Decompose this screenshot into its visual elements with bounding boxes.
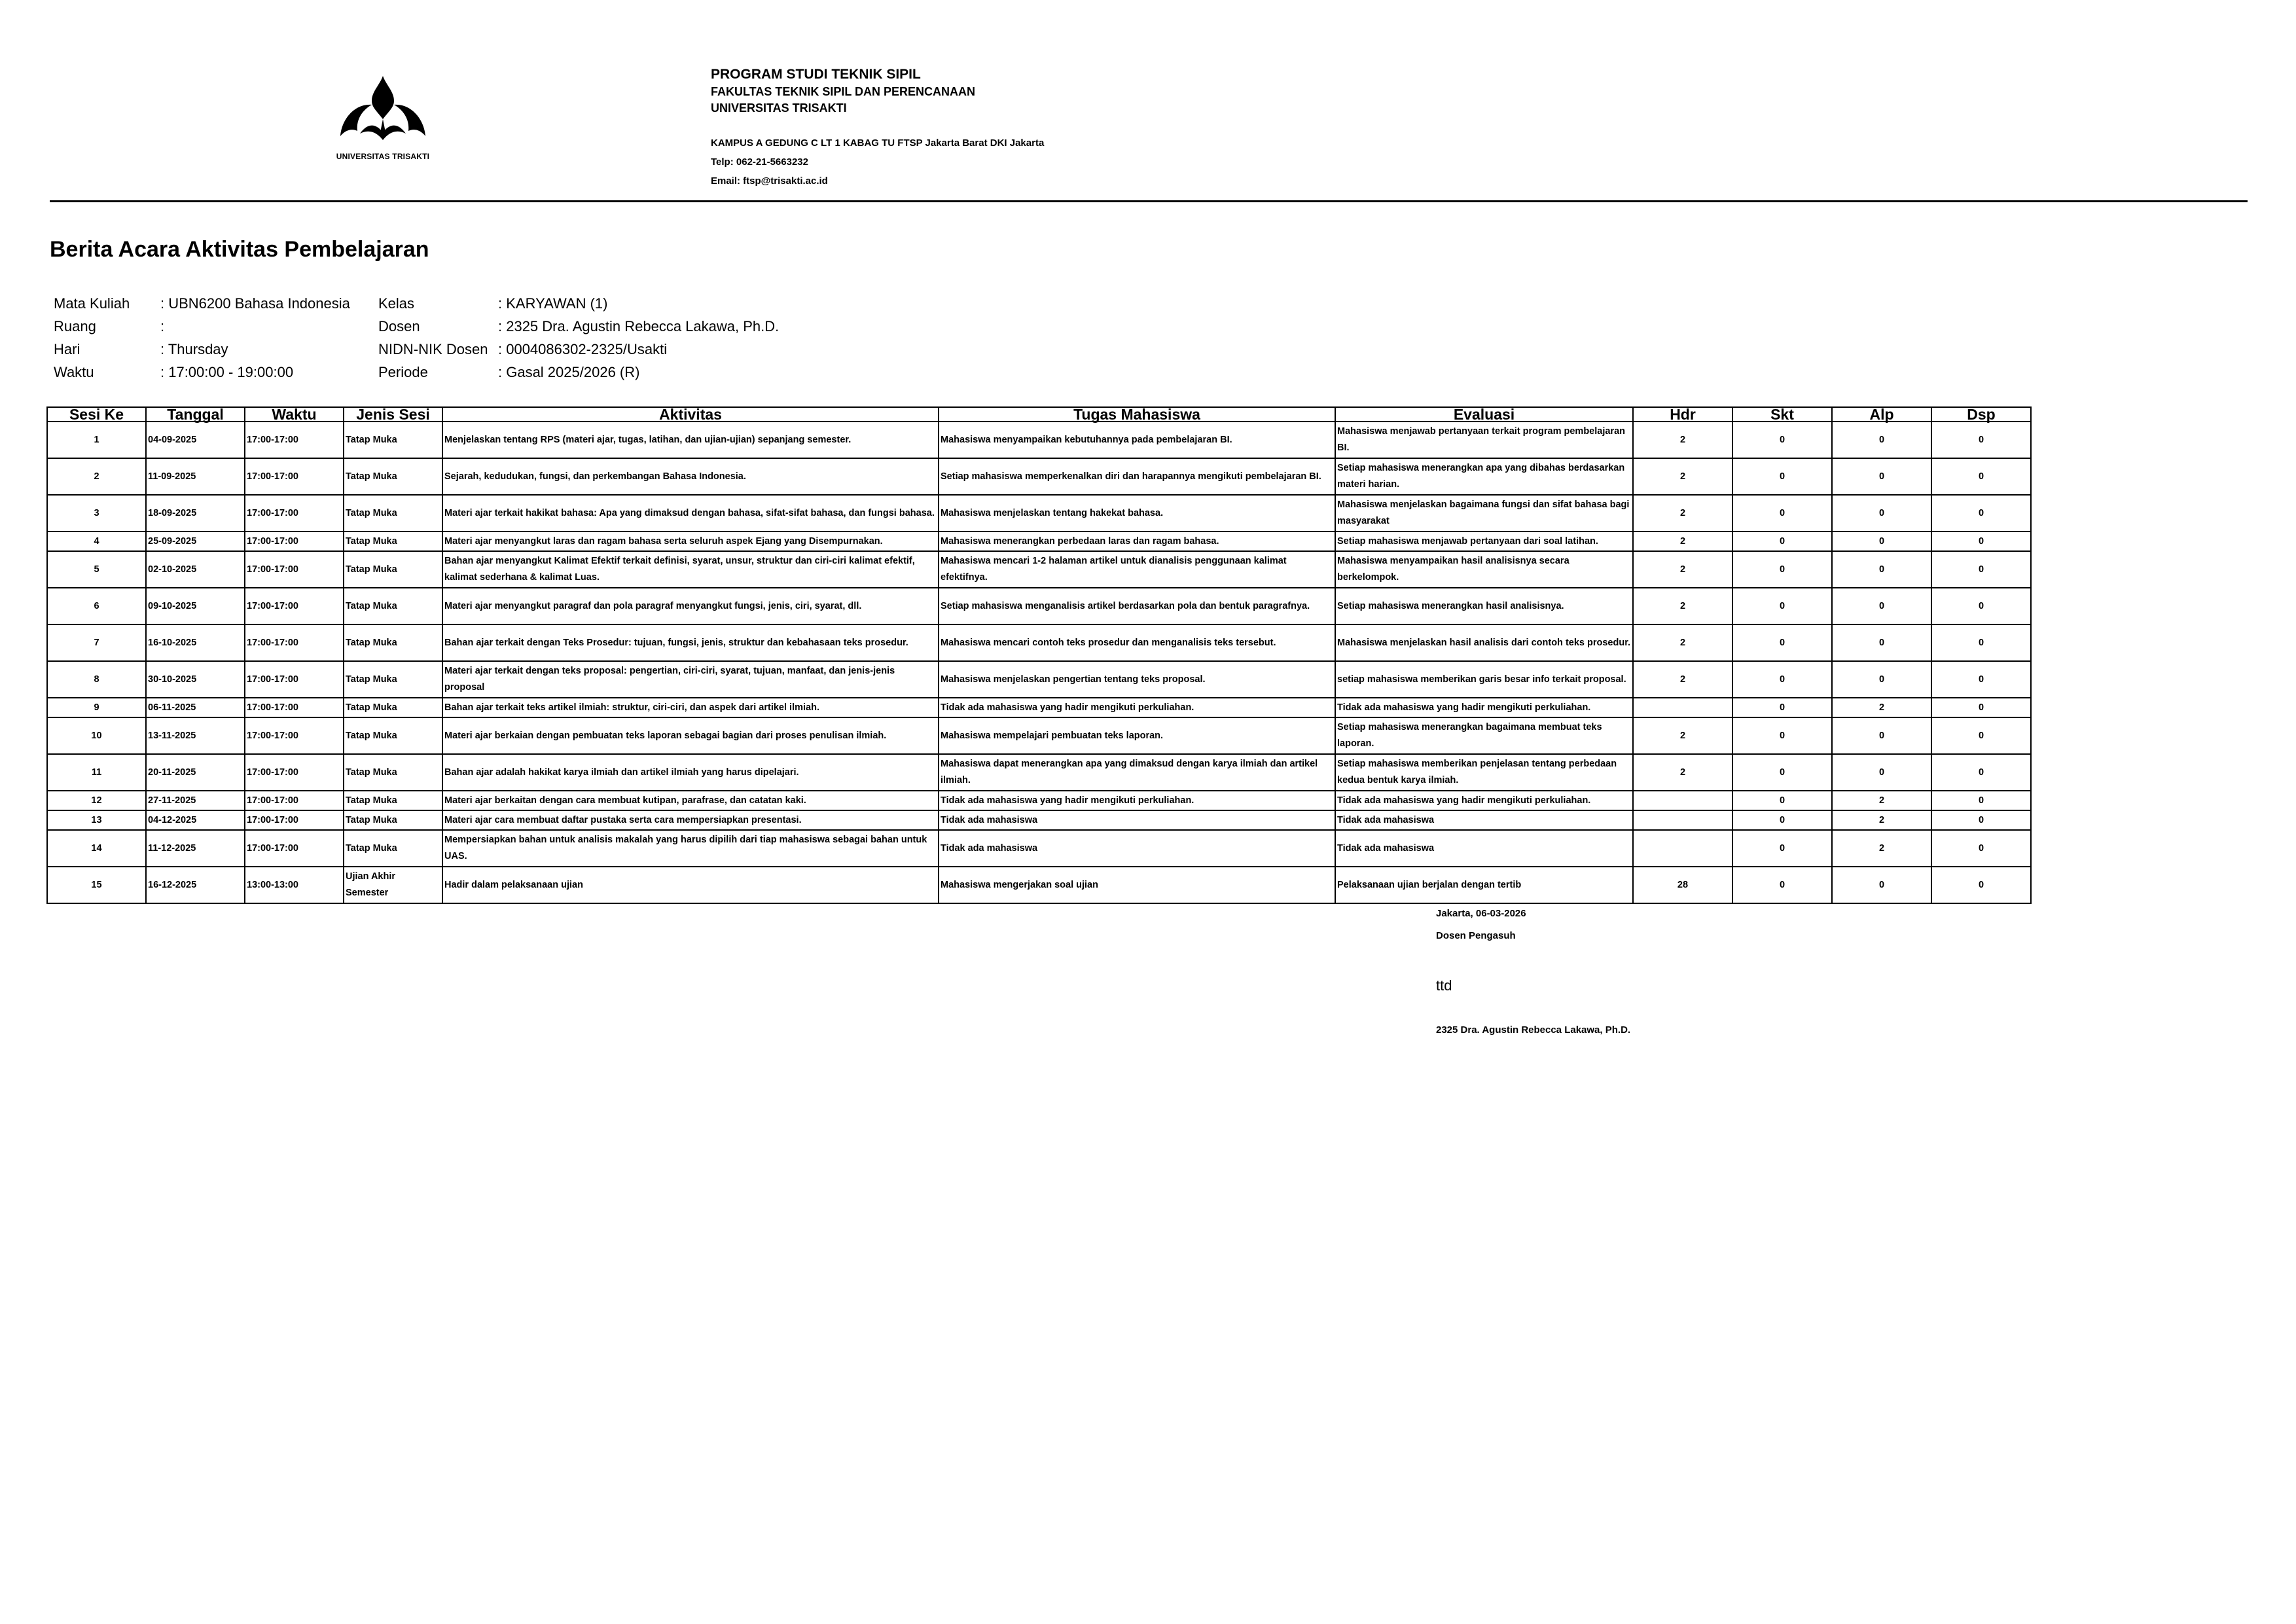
cell-aktivitas: Bahan ajar menyangkut Kalimat Efektif terkait definisi, syarat, unsur, struktur dan ciri-ciri kalimat efektif, kalimat sederhana & kalimat Luas. <box>442 551 939 588</box>
table-row <box>47 551 2031 588</box>
cell-dsp: 0 <box>1931 717 2031 754</box>
col-hdr: Hdr <box>1633 407 1732 422</box>
address: KAMPUS A GEDUNG C LT 1 KABAG TU FTSP Jakarta Barat DKI Jakarta <box>711 137 1045 149</box>
cell-sesi: 13 <box>47 810 146 830</box>
value-ruang: : <box>160 318 165 334</box>
cell-sesi: 11 <box>47 754 146 791</box>
cell-skt: 0 <box>1732 754 1832 791</box>
value-mata-kuliah: : UBN6200 Bahasa Indonesia <box>160 295 350 312</box>
cell-jenis: Tatap Muka <box>344 422 442 458</box>
cell-skt: 0 <box>1732 717 1832 754</box>
cell-dsp: 0 <box>1931 458 2031 495</box>
table-row <box>47 830 2031 867</box>
program-name: PROGRAM STUDI TEKNIK SIPIL <box>711 67 921 82</box>
cell-dsp: 0 <box>1931 810 2031 830</box>
cell-waktu: 17:00-17:00 <box>245 661 344 698</box>
cell-tugas: Mahasiswa menjelaskan pengertian tentang teks proposal. <box>939 661 1335 698</box>
cell-aktivitas: Menjelaskan tentang RPS (materi ajar, tugas, latihan, dan ujian-ujian) sepanjang semester. <box>442 422 939 458</box>
table-row <box>47 698 2031 717</box>
cell-jenis: Tatap Muka <box>344 830 442 867</box>
cell-alp: 0 <box>1832 495 1931 532</box>
cell-waktu: 17:00-17:00 <box>245 624 344 661</box>
cell-tugas: Setiap mahasiswa menganalisis artikel berdasarkan pola dan bentuk paragrafnya. <box>939 588 1335 624</box>
cell-tugas: Mahasiswa menerangkan perbedaan laras dan ragam bahasa. <box>939 532 1335 551</box>
cell-alp: 0 <box>1832 624 1931 661</box>
table-row <box>47 458 2031 495</box>
table-row <box>47 717 2031 754</box>
col-alp: Alp <box>1832 407 1931 422</box>
cell-evaluasi: Mahasiswa menyampaikan hasil analisisnya secara berkelompok. <box>1335 551 1633 588</box>
header-divider <box>50 200 2248 202</box>
cell-waktu: 17:00-17:00 <box>245 791 344 810</box>
cell-hdr: 2 <box>1633 717 1732 754</box>
value-waktu: : 17:00:00 - 19:00:00 <box>160 364 294 380</box>
cell-sesi: 4 <box>47 532 146 551</box>
cell-alp: 2 <box>1832 698 1931 717</box>
cell-alp: 0 <box>1832 717 1931 754</box>
cell-jenis: Tatap Muka <box>344 495 442 532</box>
cell-jenis: Tatap Muka <box>344 791 442 810</box>
cell-skt: 0 <box>1732 830 1832 867</box>
cell-sesi: 8 <box>47 661 146 698</box>
cell-skt: 0 <box>1732 495 1832 532</box>
cell-sesi: 1 <box>47 422 146 458</box>
cell-tanggal: 06-11-2025 <box>146 698 245 717</box>
value-nidn: : 0004086302-2325/Usakti <box>498 341 668 357</box>
cell-dsp: 0 <box>1931 495 2031 532</box>
cell-tanggal: 16-12-2025 <box>146 867 245 903</box>
label-dosen: Dosen <box>378 318 420 334</box>
cell-alp: 0 <box>1832 532 1931 551</box>
cell-dsp: 0 <box>1931 867 2031 903</box>
col-aktivitas: Aktivitas <box>442 407 939 422</box>
cell-alp: 0 <box>1832 661 1931 698</box>
cell-tugas: Tidak ada mahasiswa yang hadir mengikuti perkuliahan. <box>939 791 1335 810</box>
cell-tanggal: 18-09-2025 <box>146 495 245 532</box>
cell-jenis: Tatap Muka <box>344 624 442 661</box>
cell-evaluasi: Setiap mahasiswa menjawab pertanyaan dari soal latihan. <box>1335 532 1633 551</box>
cell-aktivitas: Materi ajar menyangkut paragraf dan pola paragraf menyangkut fungsi, jenis, ciri, syarat, dll. <box>442 588 939 624</box>
cell-waktu: 17:00-17:00 <box>245 495 344 532</box>
cell-alp: 0 <box>1832 458 1931 495</box>
cell-tanggal: 11-12-2025 <box>146 830 245 867</box>
faculty-name: FAKULTAS TEKNIK SIPIL DAN PERENCANAAN <box>711 85 976 98</box>
table-row <box>47 810 2031 830</box>
activity-table <box>46 406 2032 904</box>
cell-sesi: 9 <box>47 698 146 717</box>
cell-aktivitas: Materi ajar cara membuat daftar pustaka serta cara mempersiapkan presentasi. <box>442 810 939 830</box>
label-mata-kuliah: Mata Kuliah <box>54 295 130 312</box>
cell-evaluasi: Setiap mahasiswa menerangkan apa yang dibahas berdasarkan materi harian. <box>1335 458 1633 495</box>
signature-block <box>1436 905 1630 1039</box>
cell-aktivitas: Materi ajar berkaitan dengan cara membuat kutipan, parafrase, dan catatan kaki. <box>442 791 939 810</box>
table-row <box>47 791 2031 810</box>
cell-aktivitas: Bahan ajar terkait dengan Teks Prosedur: tujuan, fungsi, jenis, struktur dan kebahasaan teks prosedur. <box>442 624 939 661</box>
col-skt: Skt <box>1732 407 1832 422</box>
cell-waktu: 17:00-17:00 <box>245 698 344 717</box>
institution-header <box>711 65 1044 190</box>
cell-evaluasi: Setiap mahasiswa menerangkan hasil analisisnya. <box>1335 588 1633 624</box>
cell-alp: 2 <box>1832 810 1931 830</box>
cell-sesi: 5 <box>47 551 146 588</box>
cell-skt: 0 <box>1732 698 1832 717</box>
university-logo <box>327 72 439 167</box>
cell-jenis: Tatap Muka <box>344 551 442 588</box>
cell-hdr: 28 <box>1633 867 1732 903</box>
cell-tanggal: 25-09-2025 <box>146 532 245 551</box>
table-row <box>47 624 2031 661</box>
email: Email: ftsp@trisakti.ac.id <box>711 175 828 187</box>
cell-alp: 0 <box>1832 867 1931 903</box>
cell-jenis: Tatap Muka <box>344 532 442 551</box>
cell-jenis: Tatap Muka <box>344 717 442 754</box>
cell-sesi: 2 <box>47 458 146 495</box>
table-row <box>47 532 2031 551</box>
cell-aktivitas: Sejarah, kedudukan, fungsi, dan perkembangan Bahasa Indonesia. <box>442 458 939 495</box>
cell-tugas: Tidak ada mahasiswa <box>939 810 1335 830</box>
cell-skt: 0 <box>1732 624 1832 661</box>
cell-jenis: Tatap Muka <box>344 698 442 717</box>
cell-sesi: 14 <box>47 830 146 867</box>
cell-skt: 0 <box>1732 810 1832 830</box>
cell-waktu: 17:00-17:00 <box>245 458 344 495</box>
cell-dsp: 0 <box>1931 791 2031 810</box>
cell-hdr: 2 <box>1633 754 1732 791</box>
cell-aktivitas: Materi ajar terkait hakikat bahasa: Apa yang dimaksud dengan bahasa, sifat-sifat bahasa, dan fungsi bahasa. <box>442 495 939 532</box>
cell-evaluasi: Setiap mahasiswa memberikan penjelasan tentang perbedaan kedua bentuk karya ilmiah. <box>1335 754 1633 791</box>
col-tugas: Tugas Mahasiswa <box>939 407 1335 422</box>
phone: Telp: 062-21-5663232 <box>711 156 808 168</box>
cell-evaluasi: Mahasiswa menjawab pertanyaan terkait program pembelajaran BI. <box>1335 422 1633 458</box>
cell-tugas: Mahasiswa mencari 1-2 halaman artikel untuk dianalisis penggunaan kalimat efektifnya. <box>939 551 1335 588</box>
page-title: Berita Acara Aktivitas Pembelajaran <box>50 237 429 262</box>
cell-dsp: 0 <box>1931 588 2031 624</box>
cell-sesi: 15 <box>47 867 146 903</box>
cell-hdr: 2 <box>1633 532 1732 551</box>
cell-tugas: Tidak ada mahasiswa yang hadir mengikuti perkuliahan. <box>939 698 1335 717</box>
signature-ttd: ttd <box>1436 977 1452 994</box>
cell-hdr: 2 <box>1633 495 1732 532</box>
cell-sesi: 3 <box>47 495 146 532</box>
cell-waktu: 17:00-17:00 <box>245 422 344 458</box>
col-evaluasi: Evaluasi <box>1335 407 1633 422</box>
value-periode: : Gasal 2025/2026 (R) <box>498 364 640 380</box>
cell-evaluasi: Tidak ada mahasiswa <box>1335 830 1633 867</box>
cell-aktivitas: Materi ajar berkaian dengan pembuatan teks laporan sebagai bagian dari proses penulisan ilmiah. <box>442 717 939 754</box>
cell-tanggal: 27-11-2025 <box>146 791 245 810</box>
table-header-row <box>47 407 2031 422</box>
cell-aktivitas: Mempersiapkan bahan untuk analisis makalah yang harus dipilih dari tiap mahasiswa sebagai bahan untuk UAS. <box>442 830 939 867</box>
cell-alp: 0 <box>1832 551 1931 588</box>
cell-skt: 0 <box>1732 422 1832 458</box>
cell-evaluasi: Pelaksanaan ujian berjalan dengan tertib <box>1335 867 1633 903</box>
cell-tugas: Mahasiswa dapat menerangkan apa yang dimaksud dengan karya ilmiah dan artikel ilmiah. <box>939 754 1335 791</box>
cell-tanggal: 02-10-2025 <box>146 551 245 588</box>
trisakti-emblem-icon <box>334 72 432 151</box>
cell-hdr <box>1633 698 1732 717</box>
cell-hdr <box>1633 791 1732 810</box>
cell-evaluasi: Tidak ada mahasiswa yang hadir mengikuti perkuliahan. <box>1335 698 1633 717</box>
cell-waktu: 17:00-17:00 <box>245 810 344 830</box>
cell-tugas: Mahasiswa mengerjakan soal ujian <box>939 867 1335 903</box>
cell-tugas: Mahasiswa mencari contoh teks prosedur dan menganalisis teks tersebut. <box>939 624 1335 661</box>
signature-place-date: Jakarta, 06-03-2026 <box>1436 908 1526 919</box>
table-row <box>47 495 2031 532</box>
cell-aktivitas: Hadir dalam pelaksanaan ujian <box>442 867 939 903</box>
col-sesi: Sesi Ke <box>47 407 146 422</box>
cell-evaluasi: Tidak ada mahasiswa <box>1335 810 1633 830</box>
cell-dsp: 0 <box>1931 422 2031 458</box>
cell-alp: 2 <box>1832 830 1931 867</box>
cell-tanggal: 11-09-2025 <box>146 458 245 495</box>
cell-dsp: 0 <box>1931 551 2031 588</box>
cell-hdr: 2 <box>1633 551 1732 588</box>
signature-role: Dosen Pengasuh <box>1436 930 1516 941</box>
value-hari: : Thursday <box>160 341 228 357</box>
cell-evaluasi: Tidak ada mahasiswa yang hadir mengikuti perkuliahan. <box>1335 791 1633 810</box>
label-kelas: Kelas <box>378 295 415 312</box>
cell-aktivitas: Materi ajar terkait dengan teks proposal: pengertian, ciri-ciri, syarat, tujuan, manfaat, dan jenis-jenis proposal <box>442 661 939 698</box>
cell-tanggal: 04-12-2025 <box>146 810 245 830</box>
cell-skt: 0 <box>1732 532 1832 551</box>
cell-hdr <box>1633 810 1732 830</box>
cell-waktu: 17:00-17:00 <box>245 717 344 754</box>
col-waktu: Waktu <box>245 407 344 422</box>
cell-tanggal: 13-11-2025 <box>146 717 245 754</box>
cell-hdr: 2 <box>1633 624 1732 661</box>
table-row <box>47 661 2031 698</box>
cell-dsp: 0 <box>1931 830 2031 867</box>
cell-waktu: 17:00-17:00 <box>245 754 344 791</box>
cell-tanggal: 20-11-2025 <box>146 754 245 791</box>
col-dsp: Dsp <box>1931 407 2031 422</box>
university-name: UNIVERSITAS TRISAKTI <box>711 101 847 115</box>
cell-tanggal: 16-10-2025 <box>146 624 245 661</box>
cell-aktivitas: Materi ajar menyangkut laras dan ragam bahasa serta seluruh aspek Ejang yang Disempurnakan. <box>442 532 939 551</box>
cell-hdr: 2 <box>1633 458 1732 495</box>
cell-dsp: 0 <box>1931 532 2031 551</box>
cell-skt: 0 <box>1732 867 1832 903</box>
cell-skt: 0 <box>1732 791 1832 810</box>
cell-skt: 0 <box>1732 661 1832 698</box>
cell-waktu: 17:00-17:00 <box>245 551 344 588</box>
cell-hdr <box>1633 830 1732 867</box>
cell-hdr: 2 <box>1633 588 1732 624</box>
value-dosen: : 2325 Dra. Agustin Rebecca Lakawa, Ph.D. <box>498 318 780 334</box>
cell-tanggal: 09-10-2025 <box>146 588 245 624</box>
cell-jenis: Tatap Muka <box>344 754 442 791</box>
value-kelas: : KARYAWAN (1) <box>498 295 608 312</box>
cell-waktu: 17:00-17:00 <box>245 532 344 551</box>
cell-alp: 0 <box>1832 422 1931 458</box>
cell-hdr: 2 <box>1633 422 1732 458</box>
cell-dsp: 0 <box>1931 698 2031 717</box>
signature-name: 2325 Dra. Agustin Rebecca Lakawa, Ph.D. <box>1436 1024 1631 1036</box>
cell-evaluasi: Mahasiswa menjelaskan hasil analisis dari contoh teks prosedur. <box>1335 624 1633 661</box>
cell-waktu: 17:00-17:00 <box>245 588 344 624</box>
table-row <box>47 754 2031 791</box>
cell-skt: 0 <box>1732 551 1832 588</box>
cell-jenis: Tatap Muka <box>344 661 442 698</box>
label-nidn: NIDN-NIK Dosen <box>378 341 488 357</box>
cell-dsp: 0 <box>1931 661 2031 698</box>
cell-jenis: Tatap Muka <box>344 810 442 830</box>
col-jenis: Jenis Sesi <box>344 407 442 422</box>
cell-waktu: 17:00-17:00 <box>245 830 344 867</box>
label-hari: Hari <box>54 341 81 357</box>
cell-alp: 0 <box>1832 754 1931 791</box>
cell-sesi: 7 <box>47 624 146 661</box>
cell-dsp: 0 <box>1931 624 2031 661</box>
cell-waktu: 13:00-13:00 <box>245 867 344 903</box>
cell-sesi: 10 <box>47 717 146 754</box>
cell-jenis: Ujian Akhir Semester <box>344 867 442 903</box>
cell-hdr: 2 <box>1633 661 1732 698</box>
cell-tanggal: 30-10-2025 <box>146 661 245 698</box>
cell-tugas: Tidak ada mahasiswa <box>939 830 1335 867</box>
cell-dsp: 0 <box>1931 754 2031 791</box>
cell-evaluasi: Setiap mahasiswa menerangkan bagaimana membuat teks laporan. <box>1335 717 1633 754</box>
cell-jenis: Tatap Muka <box>344 588 442 624</box>
cell-aktivitas: Bahan ajar terkait teks artikel ilmiah: struktur, ciri-ciri, dan aspek dari artikel ilmiah. <box>442 698 939 717</box>
cell-tugas: Mahasiswa menjelaskan tentang hakekat bahasa. <box>939 495 1335 532</box>
cell-skt: 0 <box>1732 588 1832 624</box>
table-row <box>47 422 2031 458</box>
cell-alp: 0 <box>1832 588 1931 624</box>
col-tanggal: Tanggal <box>146 407 245 422</box>
cell-alp: 2 <box>1832 791 1931 810</box>
cell-aktivitas: Bahan ajar adalah hakikat karya ilmiah dan artikel ilmiah yang harus dipelajari. <box>442 754 939 791</box>
logo-caption: UNIVERSITAS TRISAKTI <box>336 152 430 161</box>
cell-evaluasi: Mahasiswa menjelaskan bagaimana fungsi dan sifat bahasa bagi masyarakat <box>1335 495 1633 532</box>
cell-sesi: 6 <box>47 588 146 624</box>
cell-tugas: Mahasiswa menyampaikan kebutuhannya pada pembelajaran BI. <box>939 422 1335 458</box>
cell-tugas: Setiap mahasiswa memperkenalkan diri dan harapannya mengikuti pembelajaran BI. <box>939 458 1335 495</box>
table-row <box>47 867 2031 903</box>
cell-tugas: Mahasiswa mempelajari pembuatan teks laporan. <box>939 717 1335 754</box>
label-periode: Periode <box>378 364 428 380</box>
cell-sesi: 12 <box>47 791 146 810</box>
label-waktu: Waktu <box>54 364 94 380</box>
cell-jenis: Tatap Muka <box>344 458 442 495</box>
cell-tanggal: 04-09-2025 <box>146 422 245 458</box>
table-row <box>47 588 2031 624</box>
cell-evaluasi: setiap mahasiswa memberikan garis besar info terkait proposal. <box>1335 661 1633 698</box>
label-ruang: Ruang <box>54 318 96 334</box>
cell-skt: 0 <box>1732 458 1832 495</box>
